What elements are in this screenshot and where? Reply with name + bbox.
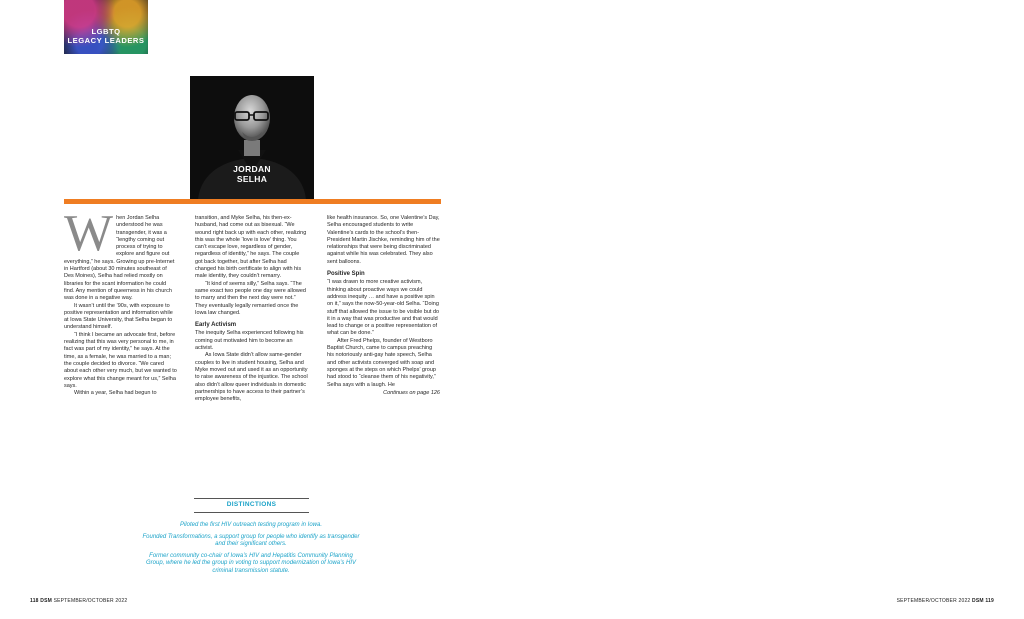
page-number-left: 118 — [30, 598, 39, 604]
section-badge — [64, 0, 148, 54]
distinction-item: Founded Transformations, a support group for people who identify as transgender and their significant others. — [142, 534, 360, 548]
paragraph: The inequity Selha experienced following his coming out motivated him to become an activist. — [195, 330, 304, 352]
paragraph: “I think I became an advocate first, before realizing that this was very personal to me, in fact was part of my identity,” he says. At the time, as a female, he was married to a man; the couple decided to divorce. “We cared about each other very much, but we wanted to explore what this change meant for us,” Selha says. — [64, 331, 177, 389]
paragraph: hen Jordan Selha understood he was transgender, it was a “lengthy coming out process of trying to explore and figure out everything,” he says. Growing up pre-Internet in Hartford (about 30 minutes southeast of Des Moines), Selha had relied mostly on libraries for the scant information he could find. Any mention of queerness in his church was done in a negative way. — [64, 215, 175, 302]
name-first: JORDAN — [233, 164, 271, 174]
subheading-early-activism: Early Activism — [195, 322, 237, 329]
badge-line-1: LGBTQ — [91, 27, 121, 36]
distinction-item: Former community co-chair of Iowa’s HIV and Hepatitis Community Planning Group, where he led the group in voting to support modernization of Iowa’s HIV criminal transmission statute. — [145, 553, 356, 574]
article-column-3 — [327, 215, 440, 397]
article-column-1 — [64, 205, 177, 397]
orange-divider — [64, 199, 441, 204]
drop-cap: W — [64, 205, 114, 262]
brand-left: DSM — [40, 598, 52, 604]
distinctions-top-rule — [194, 498, 309, 499]
page-number-right: 119 — [985, 598, 994, 604]
distinction-item: Piloted the first HIV outreach testing program in Iowa. — [179, 522, 323, 528]
footer-left — [30, 598, 127, 604]
paragraph: like health insurance. So, one Valentine’s Day, Selha encouraged students to write Valentine’s cards to the school’s then-President Martin Jischke, reminding him of the relationships that were being discriminated against while his was celebrated. They also sent balloons. — [327, 215, 440, 265]
paragraph: “It kind of seems silly,” Selha says. “The same exact two people one day were allowed to marry and then the next day were not.” They eventually legally remarried once the Iowa law changed. — [195, 280, 306, 316]
paragraph: transition, and Myke Selha, his then-ex-husband, had come out as bisexual. “We wound right back up with each other, realizing this was the whole ‘love is love’ thing. You can’t escape love, regardless of gender, regardless of identity,” he says. The couple got back together, but after Selha had changed his birth certificate to align with his male identity, they couldn’t remarry. — [195, 215, 307, 280]
footer-right — [897, 598, 994, 604]
subheading-positive-spin: Positive Spin — [327, 271, 365, 278]
name-last: SELHA — [236, 174, 268, 184]
continues-note: Continues on page 126 — [383, 389, 440, 396]
paragraph: Within a year, Selha had begun to — [74, 390, 157, 397]
portrait-name — [190, 164, 314, 184]
paragraph: After Fred Phelps, founder of Westboro Baptist Church, came to campus preaching his notoriously anti-gay hate speech, Selha and other activists converged with soap and sponges at the steps on which Phelps’ group had stood to “cleanse them of his negativity,” Selha says with a laugh. He — [327, 337, 436, 388]
distinctions-title: DISTINCTIONS — [226, 501, 277, 508]
paragraph: It wasn’t until the ’90s, with exposure to positive representation and information while at Iowa State University, that Selha began to understand himself. — [64, 302, 173, 331]
paragraph: As Iowa State didn’t allow same-gender couples to live in student housing, Selha and Myke moved out and used it as an opportunity to raise awareness of the injustice. The school also didn’t allow queer individuals in domestic partnerships to have access to their partner’s employee benefits, — [195, 352, 308, 403]
article-column-2 — [195, 215, 308, 403]
badge-line-2: LEGACY LEADERS — [67, 36, 145, 45]
issue-date-right: SEPTEMBER/OCTOBER 2022 — [896, 598, 971, 604]
portrait-photo — [190, 76, 314, 200]
issue-date-left: SEPTEMBER/OCTOBER 2022 — [53, 598, 128, 604]
brand-right: DSM — [972, 598, 984, 604]
distinctions-bottom-rule — [194, 512, 309, 513]
paragraph: “I was drawn to more creative activism, thinking about proactive ways we could address inequity … and have a positive spin on it,” says the now-50-year-old Selha. “Doing stuff that allowed the issue to be visible but do it in a way that was productive and that would lead to change or a positive representation of what can be done.” — [327, 279, 440, 337]
